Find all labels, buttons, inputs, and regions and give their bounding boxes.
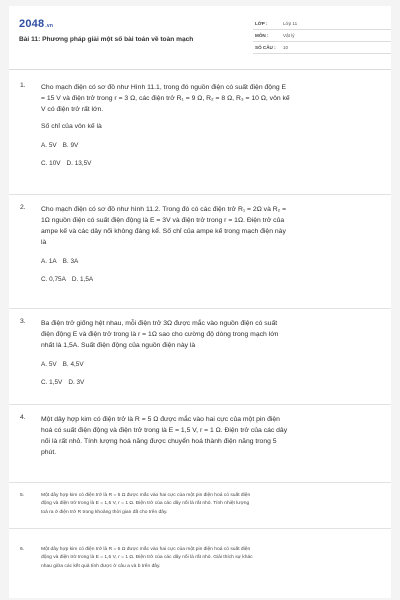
option-b[interactable]: B. 4,5V [62, 361, 84, 368]
meta-label: LỚP : [255, 21, 268, 26]
options-row [41, 377, 377, 388]
question-number: 2. [20, 204, 26, 211]
option-b[interactable]: B. 9V [62, 142, 79, 149]
question-number: 4. [20, 414, 26, 421]
meta-info-box [253, 18, 391, 54]
option-c[interactable]: C. 0,75A [41, 276, 66, 283]
options-row [41, 359, 377, 370]
worksheet-page [9, 6, 391, 598]
options-row [41, 158, 377, 169]
meta-label: SỐ CÂU : [255, 45, 276, 50]
question-number: 3. [20, 318, 26, 325]
options-row [41, 274, 377, 285]
meta-label: MÔN : [255, 33, 269, 38]
question-separator [9, 404, 391, 405]
page-title: Bài 11: Phương pháp giải một số bài toán về toàn mạch [19, 36, 194, 43]
site-logo[interactable]: 2048.vn [19, 18, 54, 30]
question-number: 1. [20, 82, 26, 89]
question-separator [9, 194, 391, 195]
worksheet-header [9, 6, 391, 58]
options-row [41, 140, 377, 151]
question-separator [9, 528, 391, 529]
meta-row-class [253, 18, 391, 30]
option-d[interactable]: D. 3V [68, 379, 85, 386]
question-text: Cho mạch điện có sơ đồ như hình 11.2. Trong đó có các điện trở R₁ = 2Ω và R₂ = 1Ω nguồn điện có suất điện động là E = 3V và điện trở trong r = 1Ω. Điện trở của ampe kế và các dây nối không đáng kể. Số chỉ của ampe kế trong mạch điện này là A. 1A B. 3A C. 0,75A D. 1,5A [41, 204, 377, 285]
option-a[interactable]: A. 5V [41, 361, 57, 368]
meta-row-count [253, 42, 391, 54]
header-divider [9, 69, 391, 70]
question-text: Một dây hợp kim có điện trở là R = 5 Ω được mắc vào hai cực của một pin điện hoá có suất điện động và điện trở trong là E = 1,5 V, r = 1 Ω. Điện trở của các dây nối là rất nhỏ. Tính nhiệt lượng toả ra ở điện trở R trong khoảng thời gian đã cho trên đây. [41, 493, 251, 515]
option-d[interactable]: D. 13,5V [66, 160, 92, 167]
meta-value: Lớp 11 [283, 21, 298, 26]
meta-value: 10 [283, 45, 289, 50]
question-separator [9, 482, 391, 483]
question-text: Một dây hợp kim có điện trở là R = 5 Ω được mắc vào hai cực của một pin điện hoá có suất điện động và điện trở trong là E = 1,5 V, r = 1 Ω. Điện trở của các dây nối là rất nhỏ. Tính lượng hoá năng được chuyển hoá thành điện năng trong 5 phút. [41, 416, 288, 456]
question-number: 6. [20, 547, 25, 552]
question-text: Một dây hợp kim có điện trở là R = 5 Ω được mắc vào hai cực của một pin điện hoá có suất điện động và điện trở trong là E = 1,5 V, r = 1 Ω. Điện trở của các dây nối là rất nhỏ. Giải thích sự khác nhau giữa các kết quả tính được ở câu a và b trên đây. [41, 547, 253, 569]
option-a[interactable]: A. 1A [41, 258, 57, 265]
question-text: Ba điện trở giống hệt nhau, mỗi điện trở 3Ω được mắc vào nguồn điện có suất điện động E và điện trở trong là r = 1Ω sao cho cường độ dòng trong mạch lớn nhất là 1,5A. Suất điện động của nguồn điện này là A. 5V B. 4,5V C. 1,5V D. 3V [41, 318, 377, 388]
question-separator [9, 308, 391, 309]
option-c[interactable]: C. 1,5V [41, 379, 63, 386]
option-d[interactable]: D. 1,5A [71, 276, 94, 283]
question-text: Cho mạch điện có sơ đồ như Hình 11.1, trong đó nguồn điện có suất điện động E = 15 V và điện trở trong r = 3 Ω, các điện trở R₁ = 9 Ω, R₂ = 8 Ω, R₃ = 10 Ω, vôn kế V có điện trở rất lớn. Số chỉ của vôn kế là A. 5V B. 9V C. 10V D. 13,5V [41, 82, 377, 169]
options-row [41, 256, 377, 267]
meta-value: Vật lý [283, 33, 295, 38]
question-subprompt: Số chỉ của vôn kế là [41, 123, 102, 130]
option-c[interactable]: C. 10V [41, 160, 61, 167]
question-number: 5. [20, 493, 25, 498]
meta-row-subject [253, 30, 391, 42]
option-b[interactable]: B. 3A [62, 258, 79, 265]
option-a[interactable]: A. 5V [41, 142, 57, 149]
